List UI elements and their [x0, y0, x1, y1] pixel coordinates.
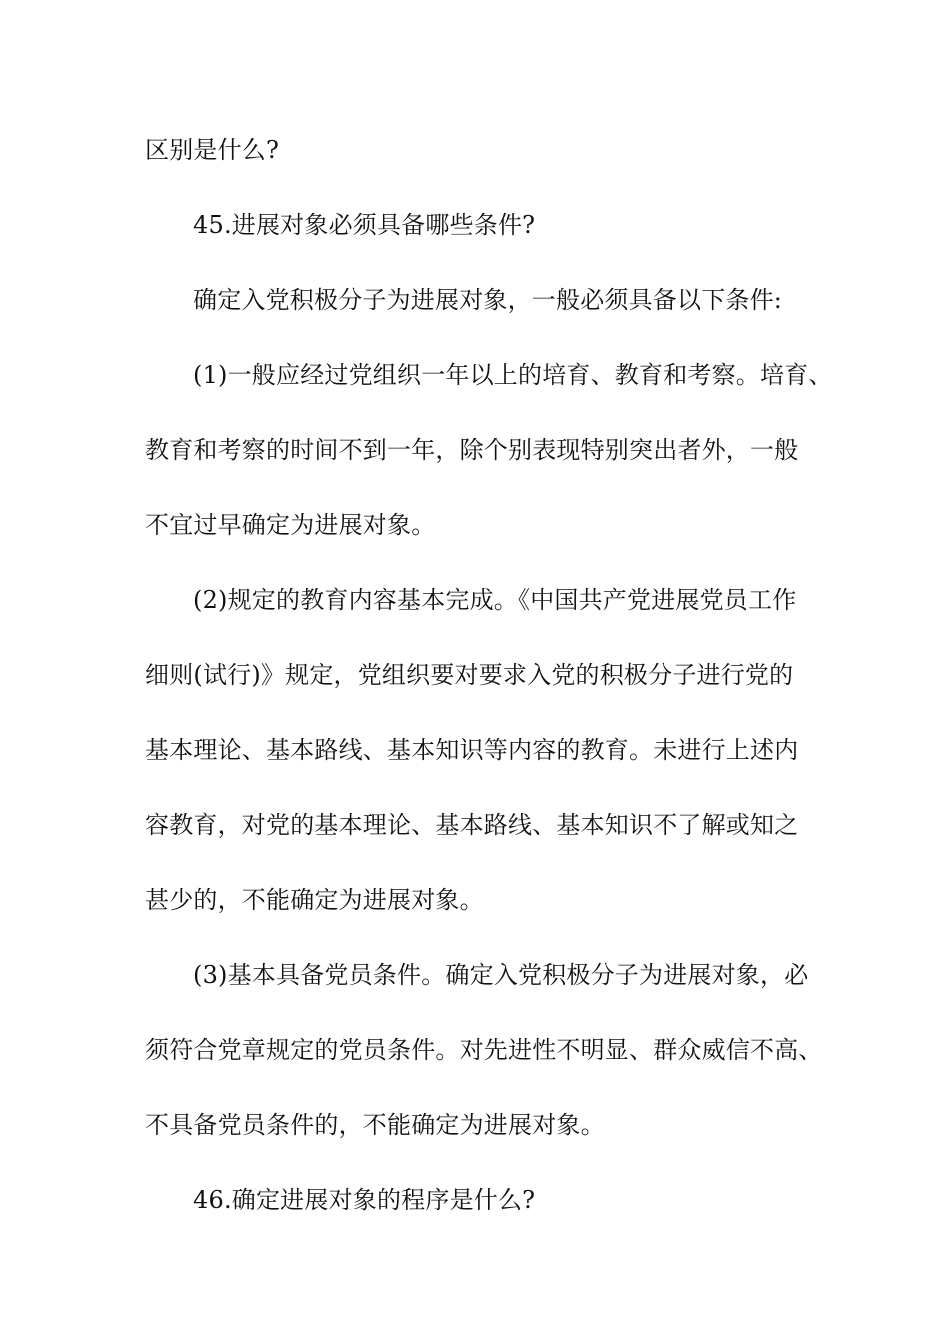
paragraph-intro: 确定入党积极分子为进展对象，一般必须具备以下条件: [193, 286, 783, 314]
question-heading-46: 46.确定进展对象的程序是什么? [193, 1186, 536, 1214]
paragraph-3-line-1: (3)基本具备党员条件。确定入党积极分子为进展对象，必 [193, 961, 809, 989]
paragraph-2-line-3: 基本理论、基本路线、基本知识等内容的教育。未进行上述内 [145, 736, 799, 764]
paragraph-2-line-4: 容教育，对党的基本理论、基本路线、基本知识不了解或知之 [145, 811, 799, 839]
paragraph-2-line-5: 甚少的，不能确定为进展对象。 [145, 886, 484, 914]
paragraph-1-line-2: 教育和考察的时间不到一年，除个别表现特别突出者外，一般 [145, 436, 799, 464]
paragraph-1-line-1: (1)一般应经过党组织一年以上的培育、教育和考察。培育、 [193, 361, 833, 389]
paragraph-2-line-1: (2)规定的教育内容基本完成。《中国共产党进展党员工作 [193, 586, 797, 614]
paragraph-2-line-2: 细则(试行)》规定，党组织要对要求入党的积极分子进行党的 [145, 661, 794, 689]
text-line-continuation: 区别是什么? [145, 136, 280, 164]
paragraph-3-line-2: 须符合党章规定的党员条件。对先进性不明显、群众威信不高、 [145, 1036, 823, 1064]
paragraph-3-line-3: 不具备党员条件的，不能确定为进展对象。 [145, 1111, 605, 1139]
question-heading-45: 45.进展对象必须具备哪些条件? [193, 211, 536, 239]
paragraph-1-line-3: 不宜过早确定为进展对象。 [145, 511, 436, 539]
